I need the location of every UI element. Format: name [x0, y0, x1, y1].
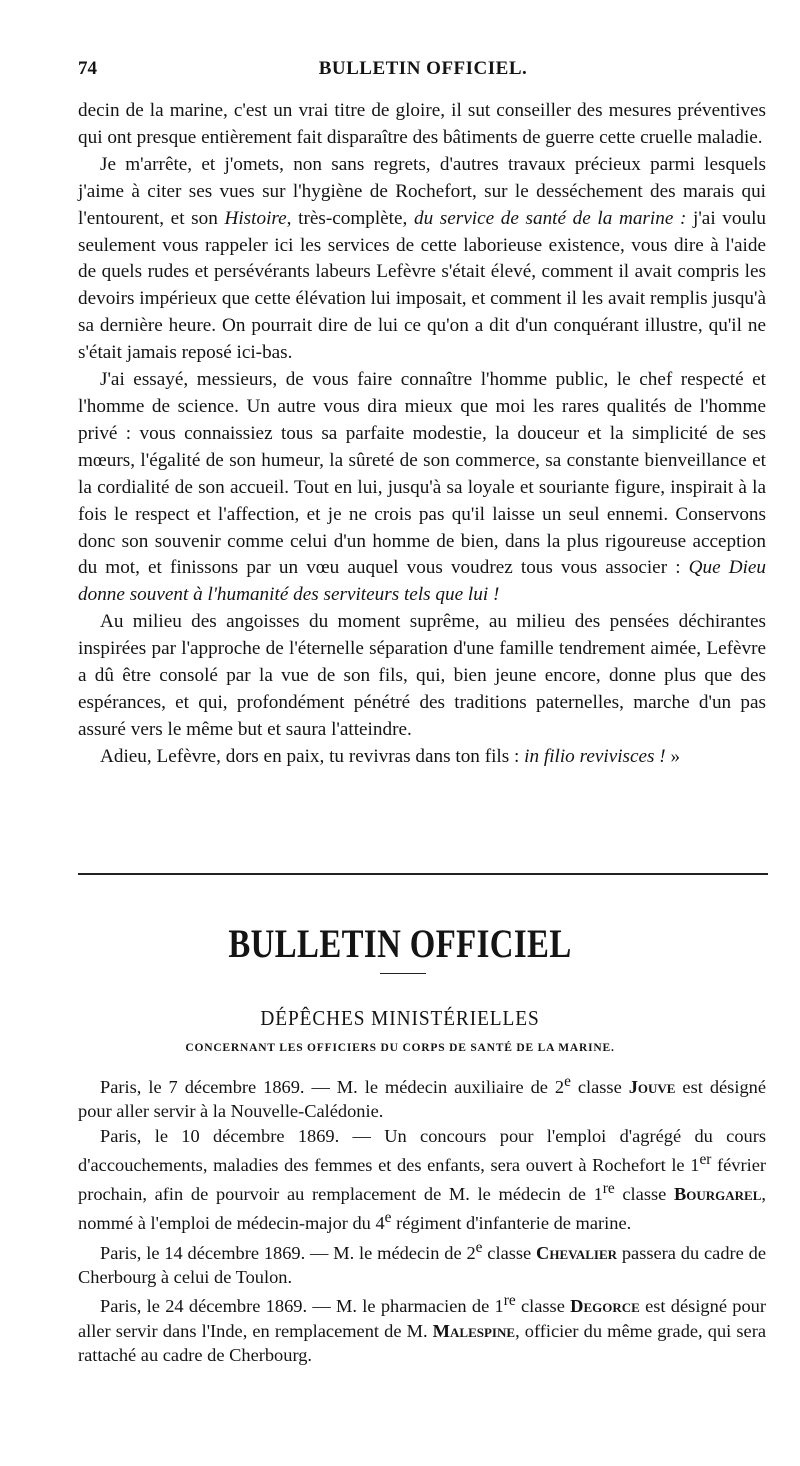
- text-run: Paris, le 24 décembre 1869. — M. le pharmacien de 1: [100, 1296, 504, 1317]
- text-run: Paris, le 10 décembre 1869. — Un concours pour l'emploi d'agrégé du cours d'accouchements, maladies des femmes et des enfants, sera ouvert à Rochefort le 1: [78, 1125, 766, 1175]
- text-run: , nommé à l'emploi de médecin-major du 4: [78, 1184, 766, 1234]
- dispatch-entry: [78, 1236, 766, 1290]
- text-run: passera du cadre de Cherbourg à celui de Toulon.: [78, 1242, 767, 1288]
- text-run: j'ai voulu seulement vous rappeler ici les services de cette laborieuse existence, vous dire à l'aide de quels rudes et persévérants labeurs Lefèvre s'était élevé, comment il avait compris les devoirs impérieux que cette élévation lui imposait, et comment il les avait remplis jusqu'à sa dernière heure. On pourrait dire de lui ce qu'on a dit d'un conquérant illustre, qu'il ne s'était jamais reposé ici-bas.: [78, 207, 766, 364]
- person-name: Malespine: [432, 1320, 516, 1341]
- paragraph-5: [78, 744, 766, 771]
- person-name: Jouve: [628, 1077, 676, 1098]
- person-name: Bourgarel: [674, 1184, 762, 1205]
- text-run: »: [665, 745, 681, 767]
- section-subsubtitle: CONCERNANT LES OFFICIERS DU CORPS DE SANTÉ DE LA MARINE.: [185, 1042, 615, 1054]
- text-run: , très-complète,: [286, 207, 414, 229]
- text-run: est désigné pour aller servir dans l'Inde, en remplacement de M.: [78, 1296, 766, 1341]
- text-run: Au milieu des angoisses du moment suprême, au milieu des pensées déchirantes inspirées par l'approche de l'éternelle séparation d'une famille tendrement aimée, Lefèvre a dû être consolé par la vue de son fils, qui, bien jeune encore, donne plus que des espérances, et qui, profondément pénétré des traditions paternelles, marche d'un pas assuré vers le même but et saura l'atteindre.: [78, 611, 766, 740]
- text-run: classe: [614, 1184, 674, 1205]
- text-run: février prochain, afin de pourvoir au remplacement de M. le médecin de 1: [78, 1154, 766, 1205]
- italic-text: in filio revivisces !: [524, 745, 666, 767]
- text-run: Adieu, Lefèvre, dors en paix, tu revivras dans ton fils :: [100, 745, 525, 767]
- text-run: Paris, le 7 décembre 1869. — M. le médecin auxiliaire de 2: [100, 1077, 565, 1098]
- italic-text: Histoire: [224, 207, 287, 229]
- eulogy-text: [78, 98, 766, 771]
- superscript: e: [384, 1209, 392, 1227]
- text-run: classe: [515, 1296, 571, 1317]
- section-title: BULLETIN OFFICIEL: [228, 921, 572, 966]
- text-run: régiment d'infanterie de marine.: [391, 1213, 632, 1234]
- superscript: e: [564, 1073, 571, 1090]
- text-run: est désigné pour aller servir à la Nouvelle-Calédonie.: [78, 1077, 766, 1122]
- title-underline: [380, 973, 426, 974]
- italic-text: Que Dieu donne souvent à l'humanité des serviteurs tels que lui !: [78, 557, 767, 606]
- section-divider: [78, 873, 768, 875]
- paragraph-4: [78, 609, 766, 744]
- person-name: Chevalier: [536, 1242, 618, 1263]
- text-run: , officier du même grade, qui sera rattaché au cadre de Cherbourg.: [78, 1320, 766, 1365]
- superscript: er: [699, 1150, 712, 1168]
- text-run: classe: [482, 1242, 537, 1263]
- person-name: Degorce: [570, 1296, 640, 1317]
- superscript: re: [602, 1180, 615, 1198]
- dispatches-list: [78, 1070, 766, 1367]
- dispatch-entry: [78, 1070, 766, 1124]
- text-run: Paris, le 14 décembre 1869. — M. le médecin de 2: [100, 1242, 476, 1263]
- section-subtitle: DÉPÊCHES MINISTÉRIELLES: [260, 1006, 540, 1030]
- page-header: [78, 58, 768, 88]
- paragraph-1: [78, 98, 766, 152]
- text-run: J'ai essayé, messieurs, de vous faire connaître l'homme public, le chef respecté et l'homme de science. Un autre vous dira mieux que moi les rares qualités de l'homme privé : vous connaissiez tous sa parfaite modestie, la douceur et la simplicité de ses mœurs, l'égalité de son humeur, la sûreté de son commerce, sa constante bienveillance et la cordialité de son accueil. Tout en lui, jusqu'à sa loyale et souriante figure, inspirait à la fois le respect et l'affection, et je ne crois pas qu'il laisse un seul ennemi. Conservons donc son souvenir comme celui d'un homme de bien, dans la plus rigoureuse acception du mot, et finissons par un vœu auquel vous voudrez tous vous associer :: [78, 369, 766, 579]
- page-number: 74: [78, 58, 97, 79]
- paragraph-2: [78, 152, 766, 367]
- dispatch-entry: [78, 1124, 766, 1236]
- text-run: classe: [570, 1077, 629, 1098]
- superscript: re: [503, 1292, 516, 1310]
- running-head: BULLETIN OFFICIEL.: [318, 58, 528, 79]
- text-run: Je m'arrête, et j'omets, non sans regrets, d'autres travaux précieux parmi lesquels j'aime à citer ses vues sur l'hygiène de Rochefort, sur le desséchement des marais qui l'entourent, et son: [78, 153, 766, 229]
- superscript: e: [475, 1238, 483, 1256]
- dispatch-entry: [78, 1289, 766, 1367]
- paragraph-3: [78, 367, 766, 609]
- text-run: decin de la marine, c'est un vrai titre de gloire, il sut conseiller des mesures préventives qui ont presque entièrement fait disparaître des bâtiments de guerre cette cruelle maladie.: [78, 100, 766, 148]
- italic-text: du service de santé de la marine :: [413, 207, 687, 229]
